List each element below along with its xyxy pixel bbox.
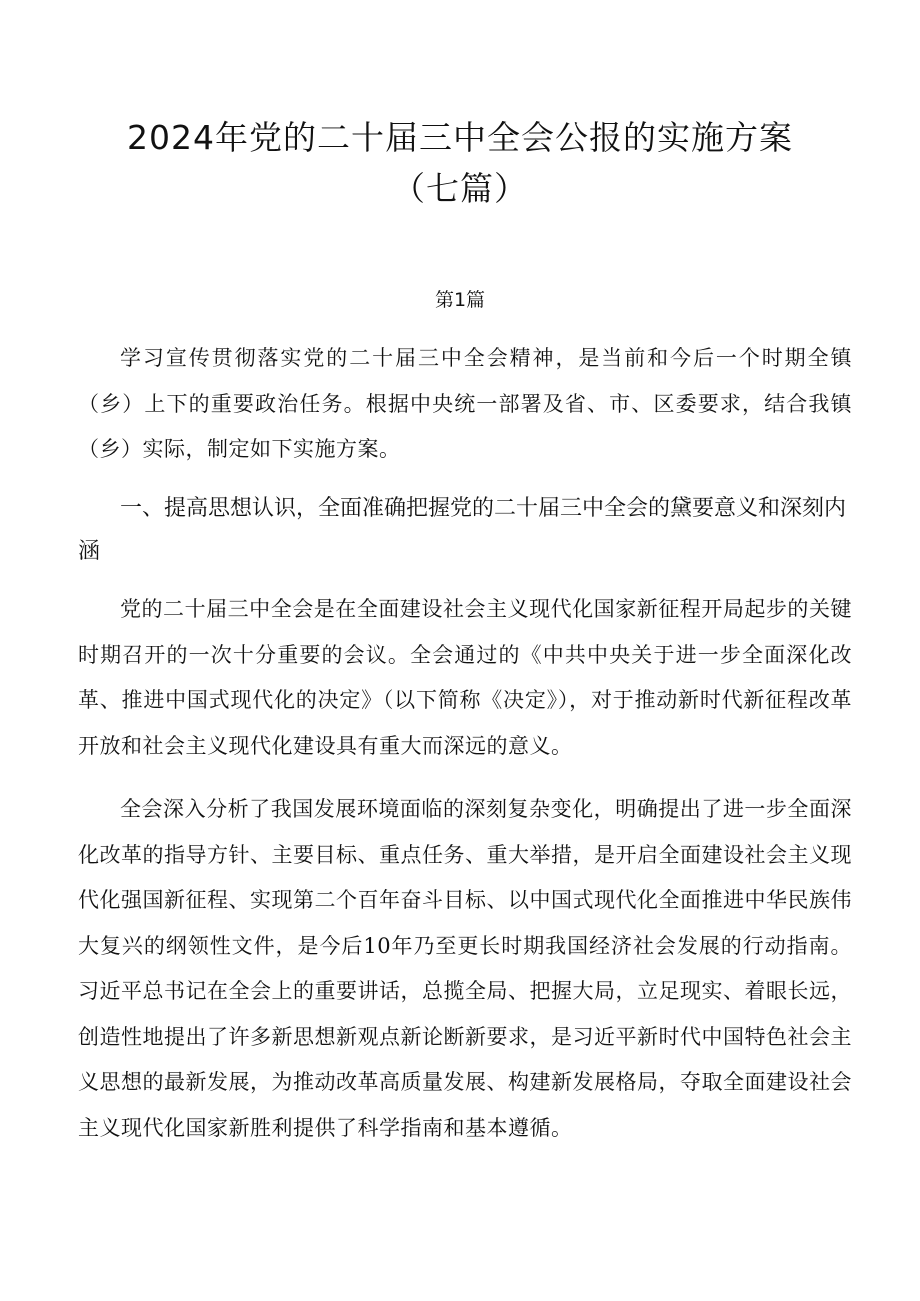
section-label: 第1篇 <box>434 289 486 311</box>
paragraph-plenary-analysis: 全会深入分析了我国发展环境面临的深刻复杂变化，明确提出了进一步全面深化改革的指导方针、主要目标、重点任务、重大举措，是开启全面建设社会主义现代化强国新征程、实现第二个百年奋斗目标、以中国式现代化全面推进中华民族伟大复兴的纲领性文件，是今后10年乃至更长时期我国经济社会发展的行动指南。习近平总书记在全会上的重要讲话，总揽全局、把握大局，立足现实、着眼长远，创造性地提出了许多新思想新观点新论断新要求，是习近平新时代中国特色社会主义思想的最新发展，为推动改革高质量发展、构建新发展格局，夺取全面建设社会主义现代化国家新胜利提供了科学指南和基本遵循。 <box>78 797 852 1140</box>
document-title: 2024年党的二十届三中全会公报的实施方案（七篇） <box>127 118 793 208</box>
section-heading: 一、提高思想认识，全面准确把握党的二十届三中全会的黛要意义和深刻内涵 <box>78 496 847 564</box>
paragraph-intro: 学习宣传贯彻落实党的二十届三中全会精神，是当前和今后一个时期全镇（乡）上下的重要政治任务。根据中央统一部署及省、市、区委要求，结合我镇（乡）实际，制定如下实施方案。 <box>78 346 852 461</box>
paragraph-plenary-meaning: 党的二十届三中全会是在全面建设社会主义现代化国家新征程开局起步的关键时期召开的一次十分重要的会议。全会通过的《中共中央关于进一步全面深化改革、推进中国式现代化的决定》（以下简称《决定》），对于推动新时代新征程改革开放和社会主义现代化建设具有重大而深远的意义。 <box>78 597 852 758</box>
